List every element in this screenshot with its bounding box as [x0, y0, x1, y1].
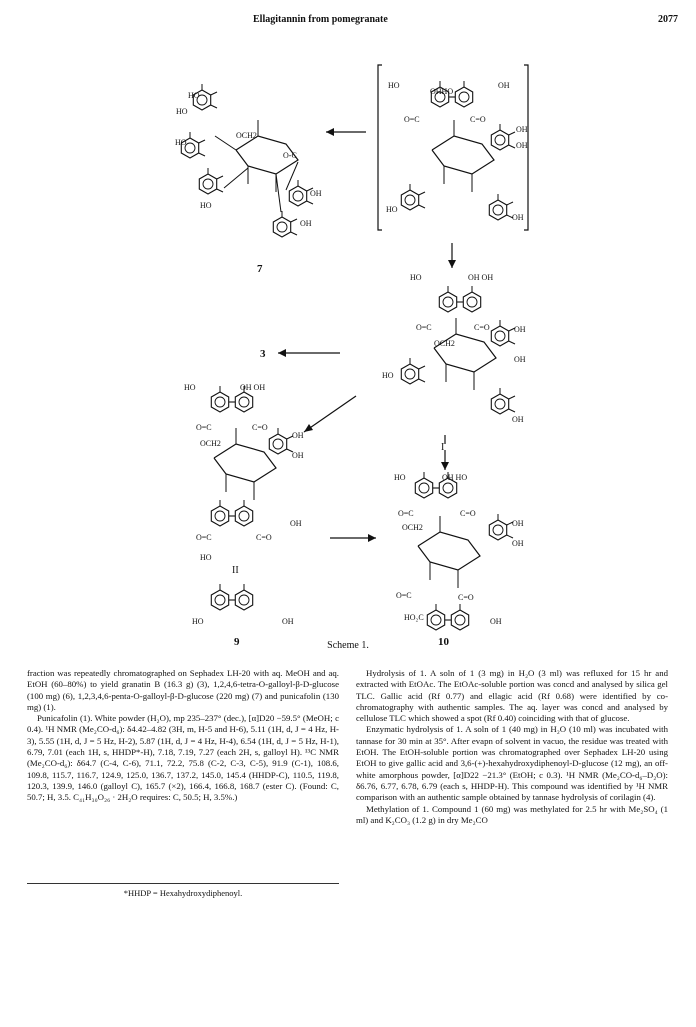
svg-text:O=C: O=C — [196, 533, 212, 542]
svg-text:HO: HO — [386, 205, 398, 214]
svg-text:OH: OH — [512, 415, 524, 424]
svg-text:OH: OH — [512, 539, 524, 548]
svg-text:C=O: C=O — [256, 533, 272, 542]
svg-text:HO: HO — [184, 383, 196, 392]
svg-text:OH: OH — [514, 325, 526, 334]
structure-7 — [175, 84, 322, 237]
svg-text:O=C: O=C — [196, 423, 212, 432]
svg-text:HO: HO — [200, 201, 212, 210]
svg-text:HO: HO — [188, 91, 200, 100]
svg-text:OHHO: OHHO — [430, 87, 454, 96]
svg-text:OH: OH — [490, 617, 502, 626]
svg-text:OH OH: OH OH — [468, 273, 494, 282]
svg-text:OH: OH — [516, 125, 528, 134]
page-number: 2077 — [658, 14, 678, 25]
svg-text:HO: HO — [192, 617, 204, 626]
svg-text:O=C: O=C — [396, 591, 412, 600]
svg-text:HO: HO — [382, 371, 394, 380]
svg-text:OH: OH — [512, 213, 524, 222]
paragraph: Methylation of 1. Compound 1 (60 mg) was methylated for 2.5 hr with Me₂SO₄ (1 ml) and K₂CO₃ (1.2 g) in dry Me₂CO — [356, 803, 668, 825]
label-9: 9 — [234, 636, 240, 648]
paragraph: Punicafolin (1). White powder (H₂O), mp 235–237° (dec.), [α]D20 −59.5° (MeOH; c 0.4). ¹H NMR (Me₂CO-d₆): δ4.42–4.82 (3H, m, H-5 and H-6), 5.11 (1H, d, J = 4 Hz, H-3), 5.55 (1H, d, J = 5 Hz, H-2), 5.87 (1H, d, J = 4 Hz, H-4), 6.54 (1H, d, J = 5 Hz, H-1), 6.79, 7.01 (each 1H, s, HHDP*-H), 7.18, 7.19, 7.27 (each 2H, s, galloyl H). ¹³C NMR (Me₂CO-d₆): δ64.7 (C-4, C-6), 71.1, 72.2, 75.8 (C-2, C-3, C-5), 91.9 (C-1), 108.6, 109.8, 115.7, 116.7, 124.9, 125.0, 136.7, 137.2, 145.0, 145.4 (HHDP-C), 110.5, 119.8, 120.3, 139.9, 146.0 (galloyl C), 165.7 (×2), 166.4, 166.8, 168.7 (ester C). (Found: C, 50.7; H, 3.5. C₄₁H₃₀O₂₆ · 2H₂O requires: C, 50.5; H, 3.5%.) — [27, 713, 339, 803]
svg-text:HO: HO — [410, 273, 422, 282]
right-column — [356, 668, 668, 826]
left-column — [27, 668, 339, 804]
paragraph: Enzymatic hydrolysis of 1. A soln of 1 (40 mg) in H₂O (10 ml) was incubated with tannase for 30 min at 35°. After evapn of solvent in vacuo, the residue was treated with EtOH. The EtOH-soluble portion was chromatographed over Sephadex LH-20 using EtOH to give gallic acid and 3,6-(+)-hexahydroxydiphenoyl-D-glucose (12 mg), an off-white amorphous powder, [α]D22 −21.3° (EtOH; c 0.3). ¹H NMR (Me₂CO-d₆–D₂O): δ6.76, 6.77, 6.78, 6.79 (each s, HHDP-H). This compound was identified by ¹H NMR comparison with an authentic sample obtained by tannase hydrolysis of corilagin (4). — [356, 724, 668, 803]
svg-text:O=C: O=C — [416, 323, 432, 332]
svg-text:OH: OH — [310, 189, 322, 198]
structure-10 — [394, 472, 524, 630]
paragraph: fraction was repeatedly chromatographed on Sephadex LH-20 with aq. MeOH and aq. EtOH (60–80%) to yield granatin B (16.3 g) (3), 1,2,4,6-tetra-O-galloyl-β-D-glucose (100 mg) (6), 1,2,3,4,6-penta-O-galloyl-β-D-glucose (220 mg) (7) and punicafolin (130 mg) (1). — [27, 668, 339, 712]
svg-text:C=O: C=O — [458, 593, 474, 602]
structure-bracket — [378, 65, 528, 230]
svg-text:C=O: C=O — [470, 115, 486, 124]
svg-text:OH: OH — [516, 141, 528, 150]
scheme-caption: Scheme 1. — [327, 640, 369, 651]
svg-text:HO: HO — [388, 81, 400, 90]
svg-text:O-C: O-C — [283, 151, 297, 160]
paragraph: Hydrolysis of 1. A soln of 1 (3 mg) in H₂O (3 ml) was refluxed for 15 hr and extracted with EtOAc. The EtOAc-soluble portion was concd and analysed by silica gel TLC. Gallic acid (Rf 0.77) and ellagic acid (Rf 0.68) were identified by co-chromatography with authentic samples. The aq. layer was concd and analysed by cellulose TLC which showed a spot (Rf 0.40) coinciding with that of glucose. — [356, 668, 668, 724]
svg-text:OH: OH — [290, 519, 302, 528]
svg-text:OH: OH — [514, 355, 526, 364]
svg-text:HO: HO — [176, 107, 188, 116]
svg-text:OH: OH — [512, 519, 524, 528]
svg-text:OH HO: OH HO — [442, 473, 468, 482]
svg-text:OCH2: OCH2 — [200, 439, 221, 448]
svg-text:HO: HO — [175, 138, 187, 147]
footnote: *HHDP = Hexahydroxydiphenoyl. — [123, 888, 243, 898]
svg-text:O=C: O=C — [404, 115, 420, 124]
label-7: 7 — [257, 263, 263, 275]
svg-text:C=O: C=O — [460, 509, 476, 518]
svg-text:OCH2: OCH2 — [402, 523, 423, 532]
svg-text:HO: HO — [394, 473, 406, 482]
svg-text:OH: OH — [282, 617, 294, 626]
label-3: 3 — [260, 348, 266, 360]
structure-9 — [184, 383, 304, 626]
svg-text:HO: HO — [200, 553, 212, 562]
svg-text:OH: OH — [292, 431, 304, 440]
svg-text:OH: OH — [300, 219, 312, 228]
label-10: 10 — [438, 636, 449, 648]
step-label-II: II — [232, 565, 239, 576]
svg-text:C=O: C=O — [474, 323, 490, 332]
svg-text:HO₂C: HO₂C — [404, 613, 424, 622]
svg-text:O=C: O=C — [398, 509, 414, 518]
running-title: Ellagitannin from pomegranate — [253, 14, 388, 25]
svg-text:OCH2: OCH2 — [434, 339, 455, 348]
footnote-rule — [27, 883, 339, 884]
svg-text:C=O: C=O — [252, 423, 268, 432]
svg-text:OH: OH — [498, 81, 510, 90]
svg-text:OH OH: OH OH — [240, 383, 266, 392]
svg-text:OH: OH — [292, 451, 304, 460]
step-label-I: I — [441, 442, 445, 453]
svg-text:OCH2: OCH2 — [236, 131, 257, 140]
structure-1 — [382, 273, 526, 424]
